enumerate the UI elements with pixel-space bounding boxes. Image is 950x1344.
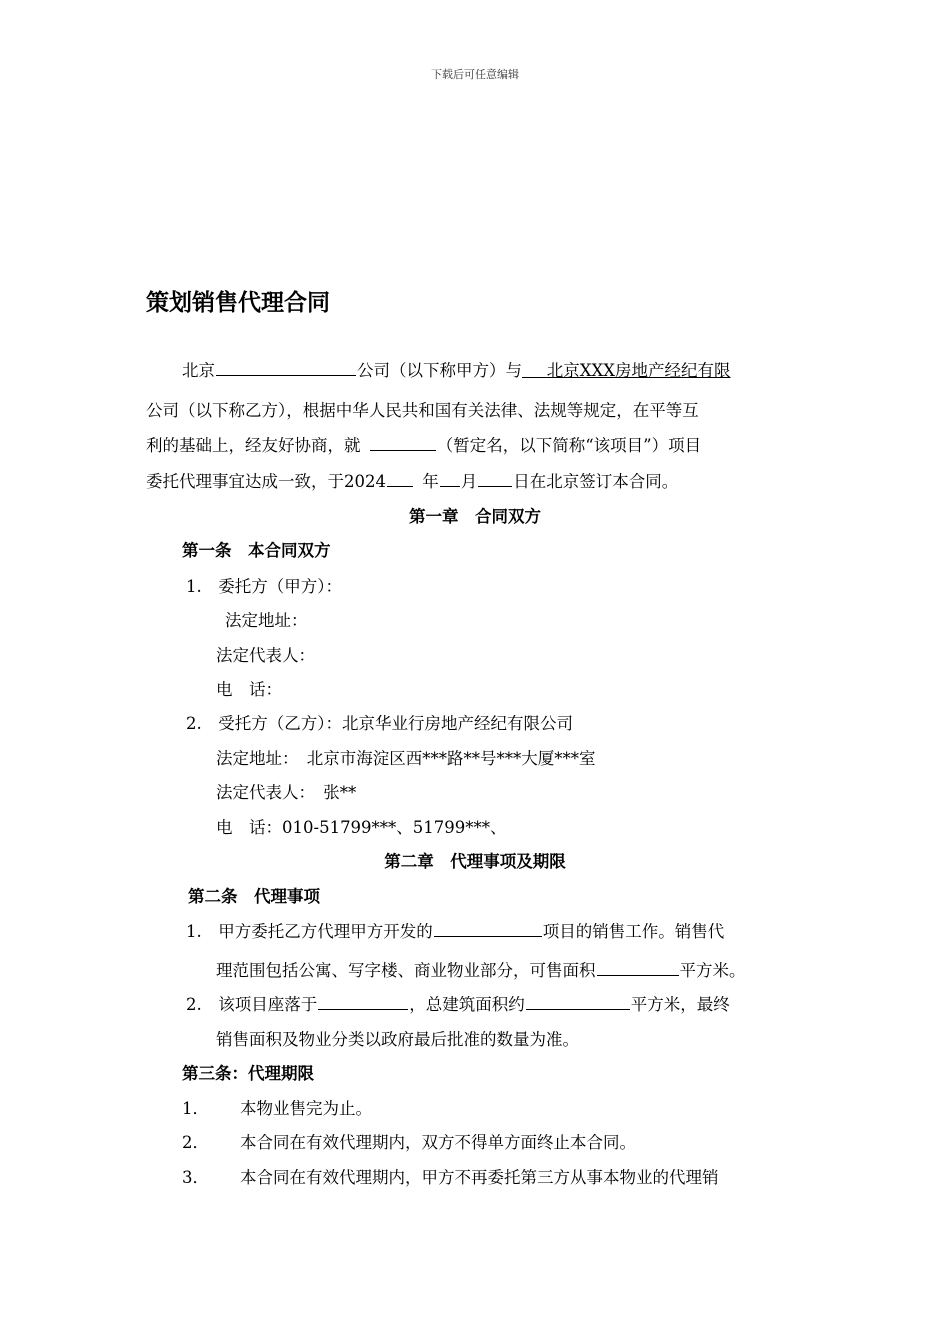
article-2-heading: 第二条 代理事项 bbox=[188, 887, 320, 906]
blank-field bbox=[597, 958, 679, 976]
party-b-rep: 法定代表人： 张** bbox=[216, 783, 357, 802]
list-number: 3． bbox=[182, 1168, 209, 1187]
document-title: 策划销售代理合同 bbox=[146, 290, 330, 316]
intro-text: 公司（以下称甲方）与 bbox=[357, 361, 522, 380]
intro-text: （暂定名，以下简称“该项目”）项目 bbox=[436, 436, 702, 455]
party-a-address: 法定地址： bbox=[225, 611, 308, 630]
intro-text: 月 bbox=[460, 472, 478, 491]
intro-text: 利的基础上，经友好协商，就 bbox=[146, 436, 361, 455]
item-text: 本合同在有效代理期内，甲方不再委托第三方从事本物业的代理销 bbox=[240, 1168, 719, 1187]
article-1-heading: 第一条 本合同双方 bbox=[182, 541, 331, 560]
party-a-label bbox=[186, 575, 342, 599]
intro-text: 委托代理事宜达成一致，于2024 bbox=[146, 472, 386, 491]
blank-field bbox=[370, 433, 436, 451]
intro-text: 年 bbox=[422, 472, 439, 491]
intro-line-1 bbox=[182, 358, 731, 383]
item-2-1-line-2 bbox=[216, 958, 746, 983]
party-b-text: 受托方（乙方）：北京华业行房地产经纪有限公司 bbox=[218, 714, 573, 733]
blank-field bbox=[216, 358, 356, 376]
item-text: 平方米。 bbox=[679, 961, 746, 980]
item-text: 理范围包括公寓、写字楼、商业物业部分，可售面积 bbox=[216, 961, 596, 980]
chapter-1-heading: 第一章 合同双方 bbox=[409, 507, 541, 526]
item-text: 项目的销售工作。销售代 bbox=[542, 922, 725, 941]
item-3-1 bbox=[182, 1097, 372, 1121]
list-number: 2． bbox=[182, 1133, 209, 1152]
chapter-2-heading: 第二章 代理事项及期限 bbox=[384, 852, 566, 871]
header-note: 下载后可任意编辑 bbox=[431, 68, 519, 81]
list-number: 2. bbox=[186, 714, 202, 733]
article-3-heading: 第三条：代理期限 bbox=[182, 1064, 314, 1083]
list-number: 1. bbox=[186, 922, 202, 941]
blank-field bbox=[478, 469, 512, 487]
blank-field bbox=[434, 919, 542, 937]
blank-field bbox=[318, 992, 408, 1010]
party-b-label bbox=[186, 712, 573, 736]
blank-field bbox=[440, 469, 460, 487]
item-3-2 bbox=[182, 1131, 636, 1155]
item-text: 平方米，最终 bbox=[630, 995, 730, 1014]
intro-line-3 bbox=[146, 433, 701, 458]
party-a-text: 委托方（甲方）： bbox=[218, 577, 342, 596]
intro-text: 北京 bbox=[182, 361, 215, 380]
intro-text: 日在北京签订本合同。 bbox=[513, 472, 679, 491]
item-text: 本合同在有效代理期内，双方不得单方面终止本合同。 bbox=[240, 1133, 636, 1152]
list-number: 1. bbox=[186, 577, 202, 596]
item-2-1-line-1 bbox=[186, 919, 724, 944]
party-a-phone: 电 话： bbox=[216, 680, 282, 699]
party-b-address: 法定地址： 北京市海淀区西***路**号***大厦***室 bbox=[216, 749, 596, 768]
item-text: 本物业售完为止。 bbox=[240, 1099, 372, 1118]
item-text: ，总建筑面积约 bbox=[409, 995, 525, 1014]
item-text: 该项目座落于 bbox=[218, 995, 318, 1014]
item-text: 甲方委托乙方代理甲方开发的 bbox=[218, 922, 433, 941]
item-2-2-line-1 bbox=[186, 992, 730, 1017]
blank-field bbox=[387, 469, 413, 487]
item-2-2-line-2: 销售面积及物业分类以政府最后批准的数量为准。 bbox=[216, 1030, 579, 1049]
party-b-phone: 电 话：010-51799***、51799***、 bbox=[216, 818, 507, 837]
list-number: 2. bbox=[186, 995, 202, 1014]
item-3-3 bbox=[182, 1166, 719, 1190]
party-b-underlined: 北京XXX房地产经纪有限 bbox=[546, 361, 731, 380]
blank-field bbox=[526, 992, 630, 1010]
intro-line-2: 公司（以下称乙方），根据中华人民共和国有关法律、法规等规定，在平等互 bbox=[146, 401, 699, 420]
list-number: 1． bbox=[182, 1099, 209, 1118]
intro-line-4 bbox=[146, 469, 678, 494]
party-a-rep: 法定代表人： bbox=[216, 646, 315, 665]
